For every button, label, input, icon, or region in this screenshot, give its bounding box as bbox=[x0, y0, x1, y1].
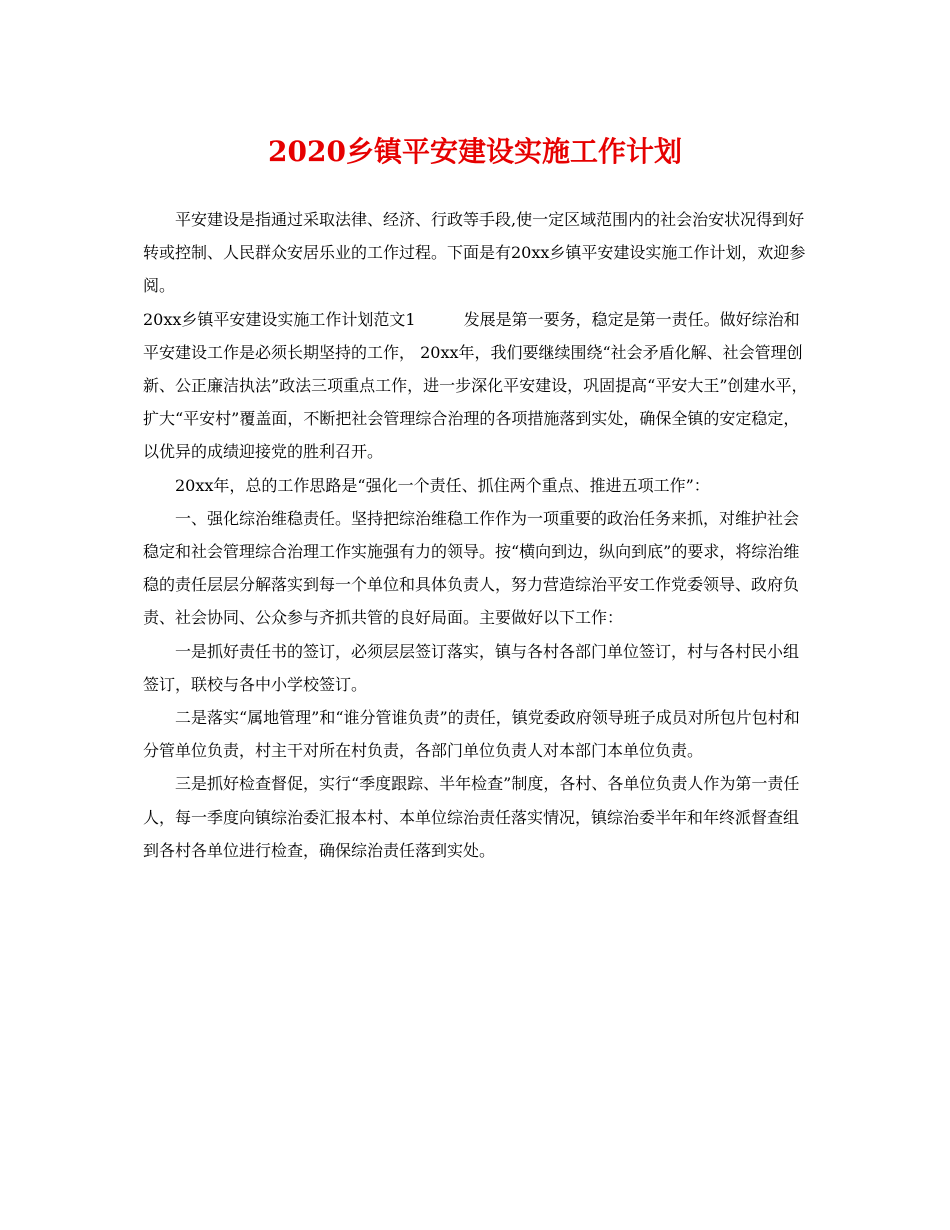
intro-paragraph: 平安建设是指通过采取法律、经济、行政等手段,使一定区域范围内的社会治安状况得到好转或控制、人民群众安居乐业的工作过程。下面是有20xx乡镇平安建设实施工作计划，欢迎参阅。 bbox=[143, 210, 806, 296]
paragraph-item-3: 三是抓好检查督促，实行“季度跟踪、半年检查”制度，各村、各单位负责人作为第一责任人，每一季度向镇综治委汇报本村、本单位综治责任落实情况，镇综治委半年和年终派督查组到各村各单位进行检查，确保综治责任落到实处。 bbox=[143, 774, 800, 860]
section-first-text: 发展是第一要务，稳定是第一责任。做好综治和平安建设工作是必须长期坚持的工作， 20xx年，我们要继续围绕“社会矛盾化解、社会管理创新、公正廉洁执法”政法三项重点工作，进一步深化平安建设，巩固提高“平安大王”创建水平，扩大“平安村”覆盖面，不断把社会管理综合治理的各项措施落到实处，确保全镇的安定稳定，以优异的成绩迎接党的胜利召开。 bbox=[143, 309, 808, 462]
paragraph-work-idea: 20xx年，总的工作思路是“强化一个责任、抓住两个重点、推进五项工作”： bbox=[175, 475, 710, 495]
paragraph-item-1: 一是抓好责任书的签订，必须层层签订落实，镇与各村各部门单位签订，村与各村民小组签订，联校与各中小学校签订。 bbox=[143, 641, 800, 694]
document-body bbox=[143, 203, 813, 867]
document-title: 2020乡镇平安建设实施工作计划 bbox=[268, 135, 682, 168]
paragraph-responsibility: 一、强化综治维稳责任。坚持把综治维稳工作作为一项重要的政治任务来抓，对维护社会稳定和社会管理综合治理工作实施强有力的领导。按“横向到边，纵向到底”的要求，将综治维稳的责任层层分解落实到每一个单位和具体负责人，努力营造综治平安工作党委领导、政府负责、社会协同、公众参与齐抓共管的良好局面。主要做好以下工作： bbox=[143, 508, 800, 628]
paragraph-item-2: 二是落实“属地管理”和“谁分管谁负责”的责任，镇党委政府领导班子成员对所包片包村和分管单位负责，村主干对所在村负责，各部门单位负责人对本部门本单位负责。 bbox=[143, 708, 800, 761]
section-first-paragraph bbox=[143, 303, 813, 469]
section-heading: 20xx乡镇平安建设实施工作计划范文1 bbox=[143, 309, 416, 329]
